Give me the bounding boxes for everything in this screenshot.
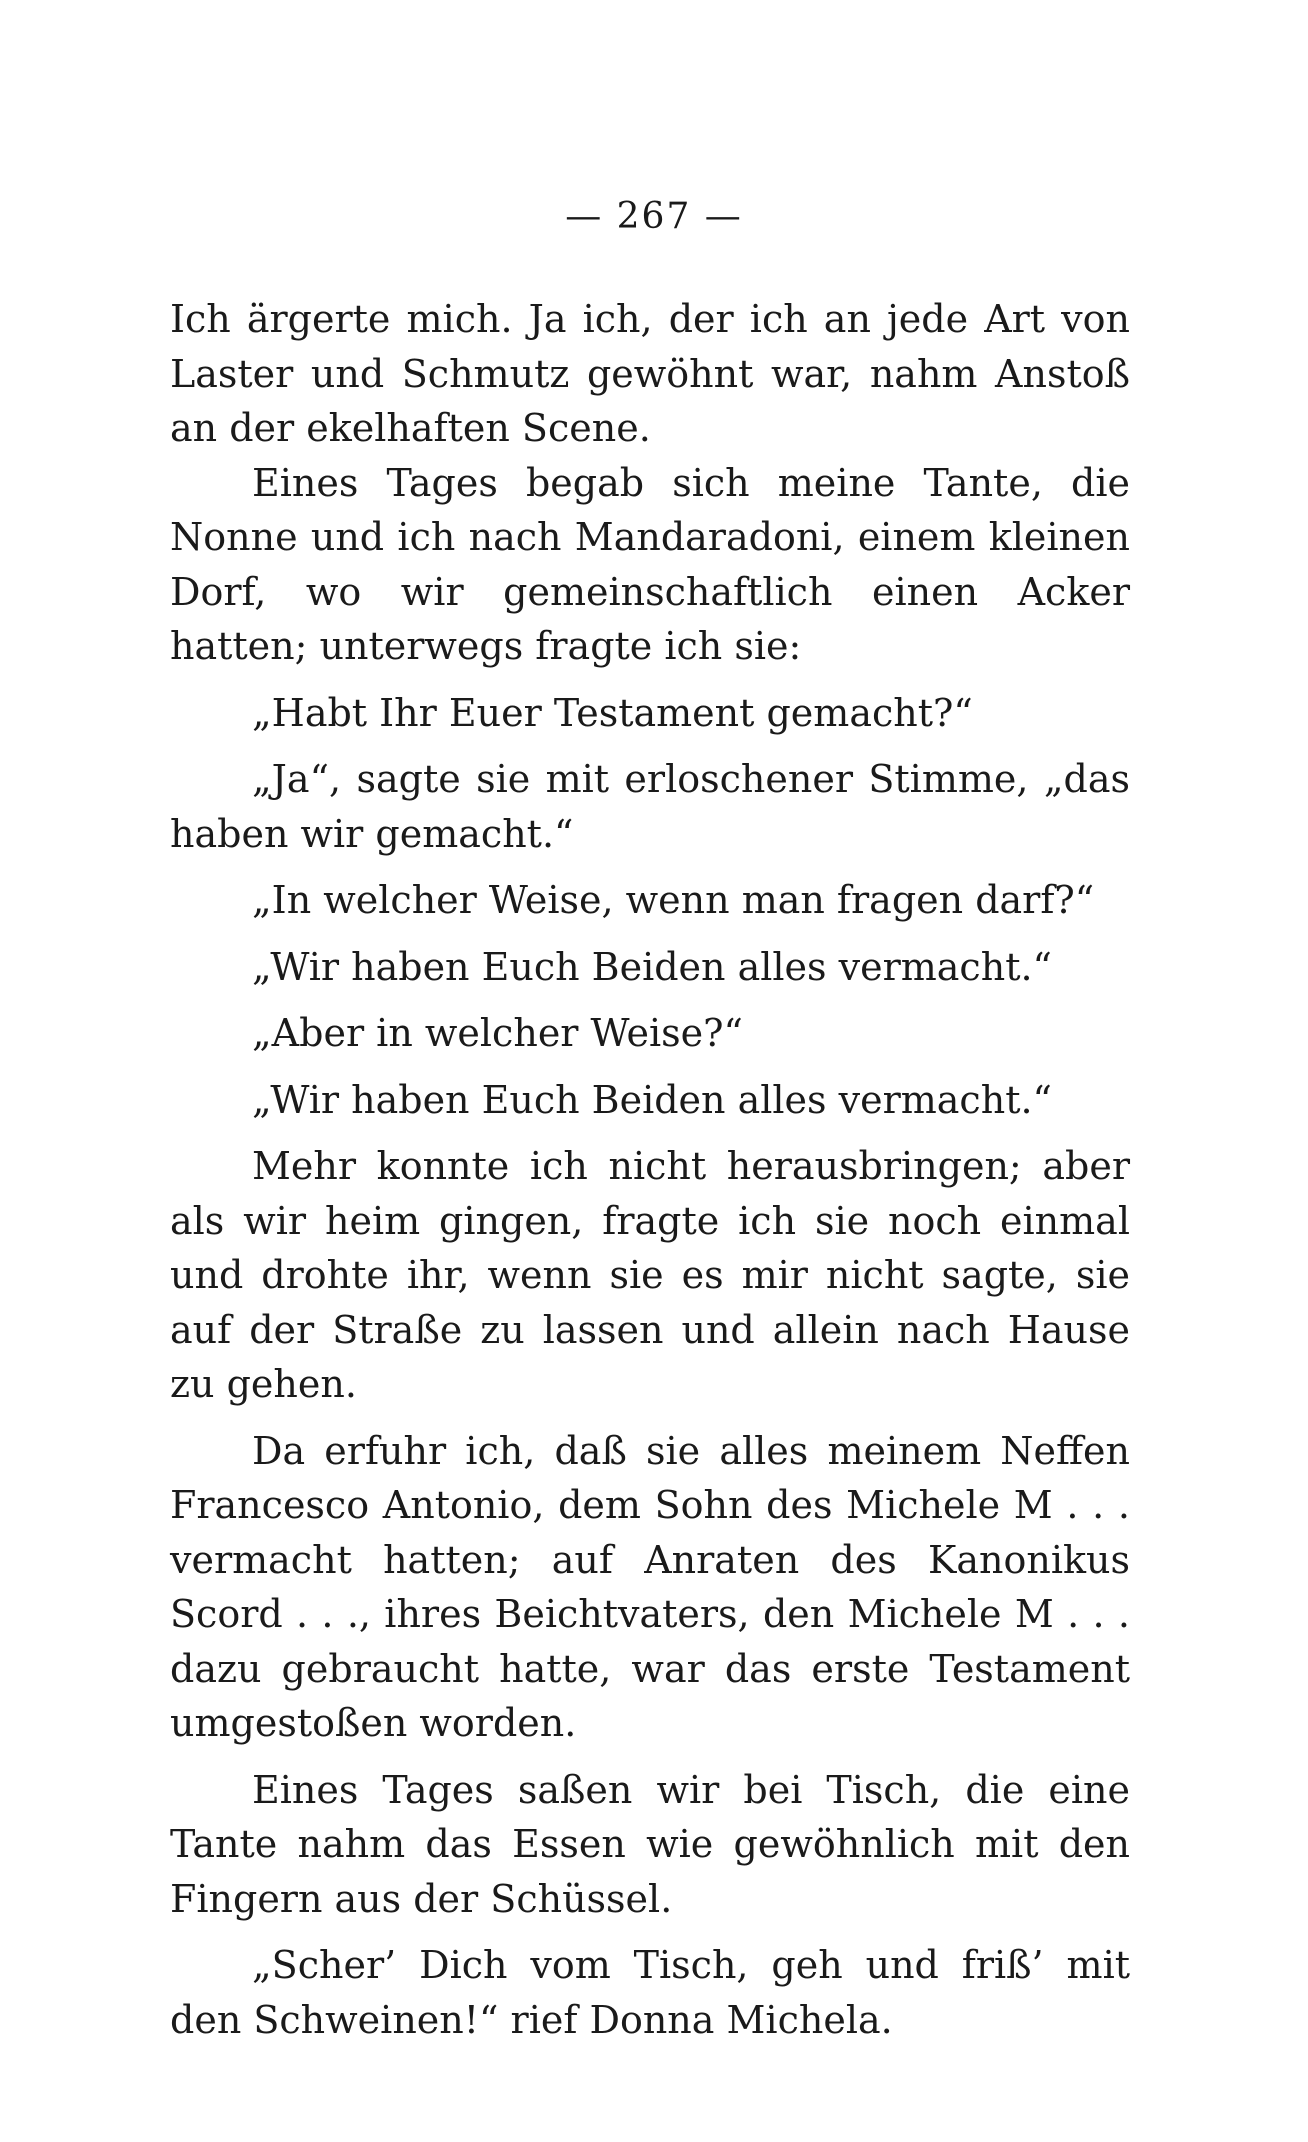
paragraph-2: Eines Tages begab sich meine Tante, die Nonne und ich nach Mandaradoni, einem kleinen Dorf, wo wir gemeinschaftlich einen Acker hatten; unterwegs fragte ich sie: xyxy=(170,460,1130,668)
dialogue-line-5: „Aber in welcher Weise?“ xyxy=(252,1011,743,1055)
dialogue-line-4: „Wir haben Euch Beiden alles vermacht.“ xyxy=(252,944,1052,989)
paragraph-5: Eines Tages saßen wir bei Tisch, die eine Tante nahm das Essen wie gewöhnlich mit den Fingern aus der Schüssel. xyxy=(170,1767,1130,1921)
paragraph-3: Mehr konnte ich nicht herausbringen; aber als wir heim gingen, fragte ich sie noch einmal und drohte ihr, wenn sie es mir nicht sagte, sie auf der Straße zu lassen und allein nach Hause zu gehen. xyxy=(170,1144,1130,1406)
dialogue-line-3: „In welcher Weise, wenn man fragen darf?“ xyxy=(252,878,1095,922)
page-number: — 267 — xyxy=(565,196,743,237)
body-text xyxy=(170,292,1130,2047)
paragraph-4: Da erfuhr ich, daß sie alles meinem Neffen Francesco Antonio, dem Sohn des Michele M . . . vermacht hatten; auf Anraten des Kanonikus Scord . . ., ihres Beichtvaters, den Michele M . . . dazu gebraucht hatte, war das erste Testament umgestoßen worden. xyxy=(170,1428,1130,1745)
dialogue-line-7: „Scher’ Dich vom Tisch, geh und friß’ mit den Schweinen!“ rief Donna Michela. xyxy=(170,1943,1130,2042)
dialogue-line-2: „Ja“, sagte sie mit erloschener Stimme, „das haben wir gemacht.“ xyxy=(170,757,1130,856)
dialogue-line-1: „Habt Ihr Euer Testament gemacht?“ xyxy=(252,690,973,735)
dialogue-line-6: „Wir haben Euch Beiden alles vermacht.“ xyxy=(252,1077,1052,1122)
paragraph-1: Ich ärgerte mich. Ja ich, der ich an jede Art von Laster und Schmutz gewöhnt war, nahm Anstoß an der ekelhaften Scene. xyxy=(170,297,1130,450)
